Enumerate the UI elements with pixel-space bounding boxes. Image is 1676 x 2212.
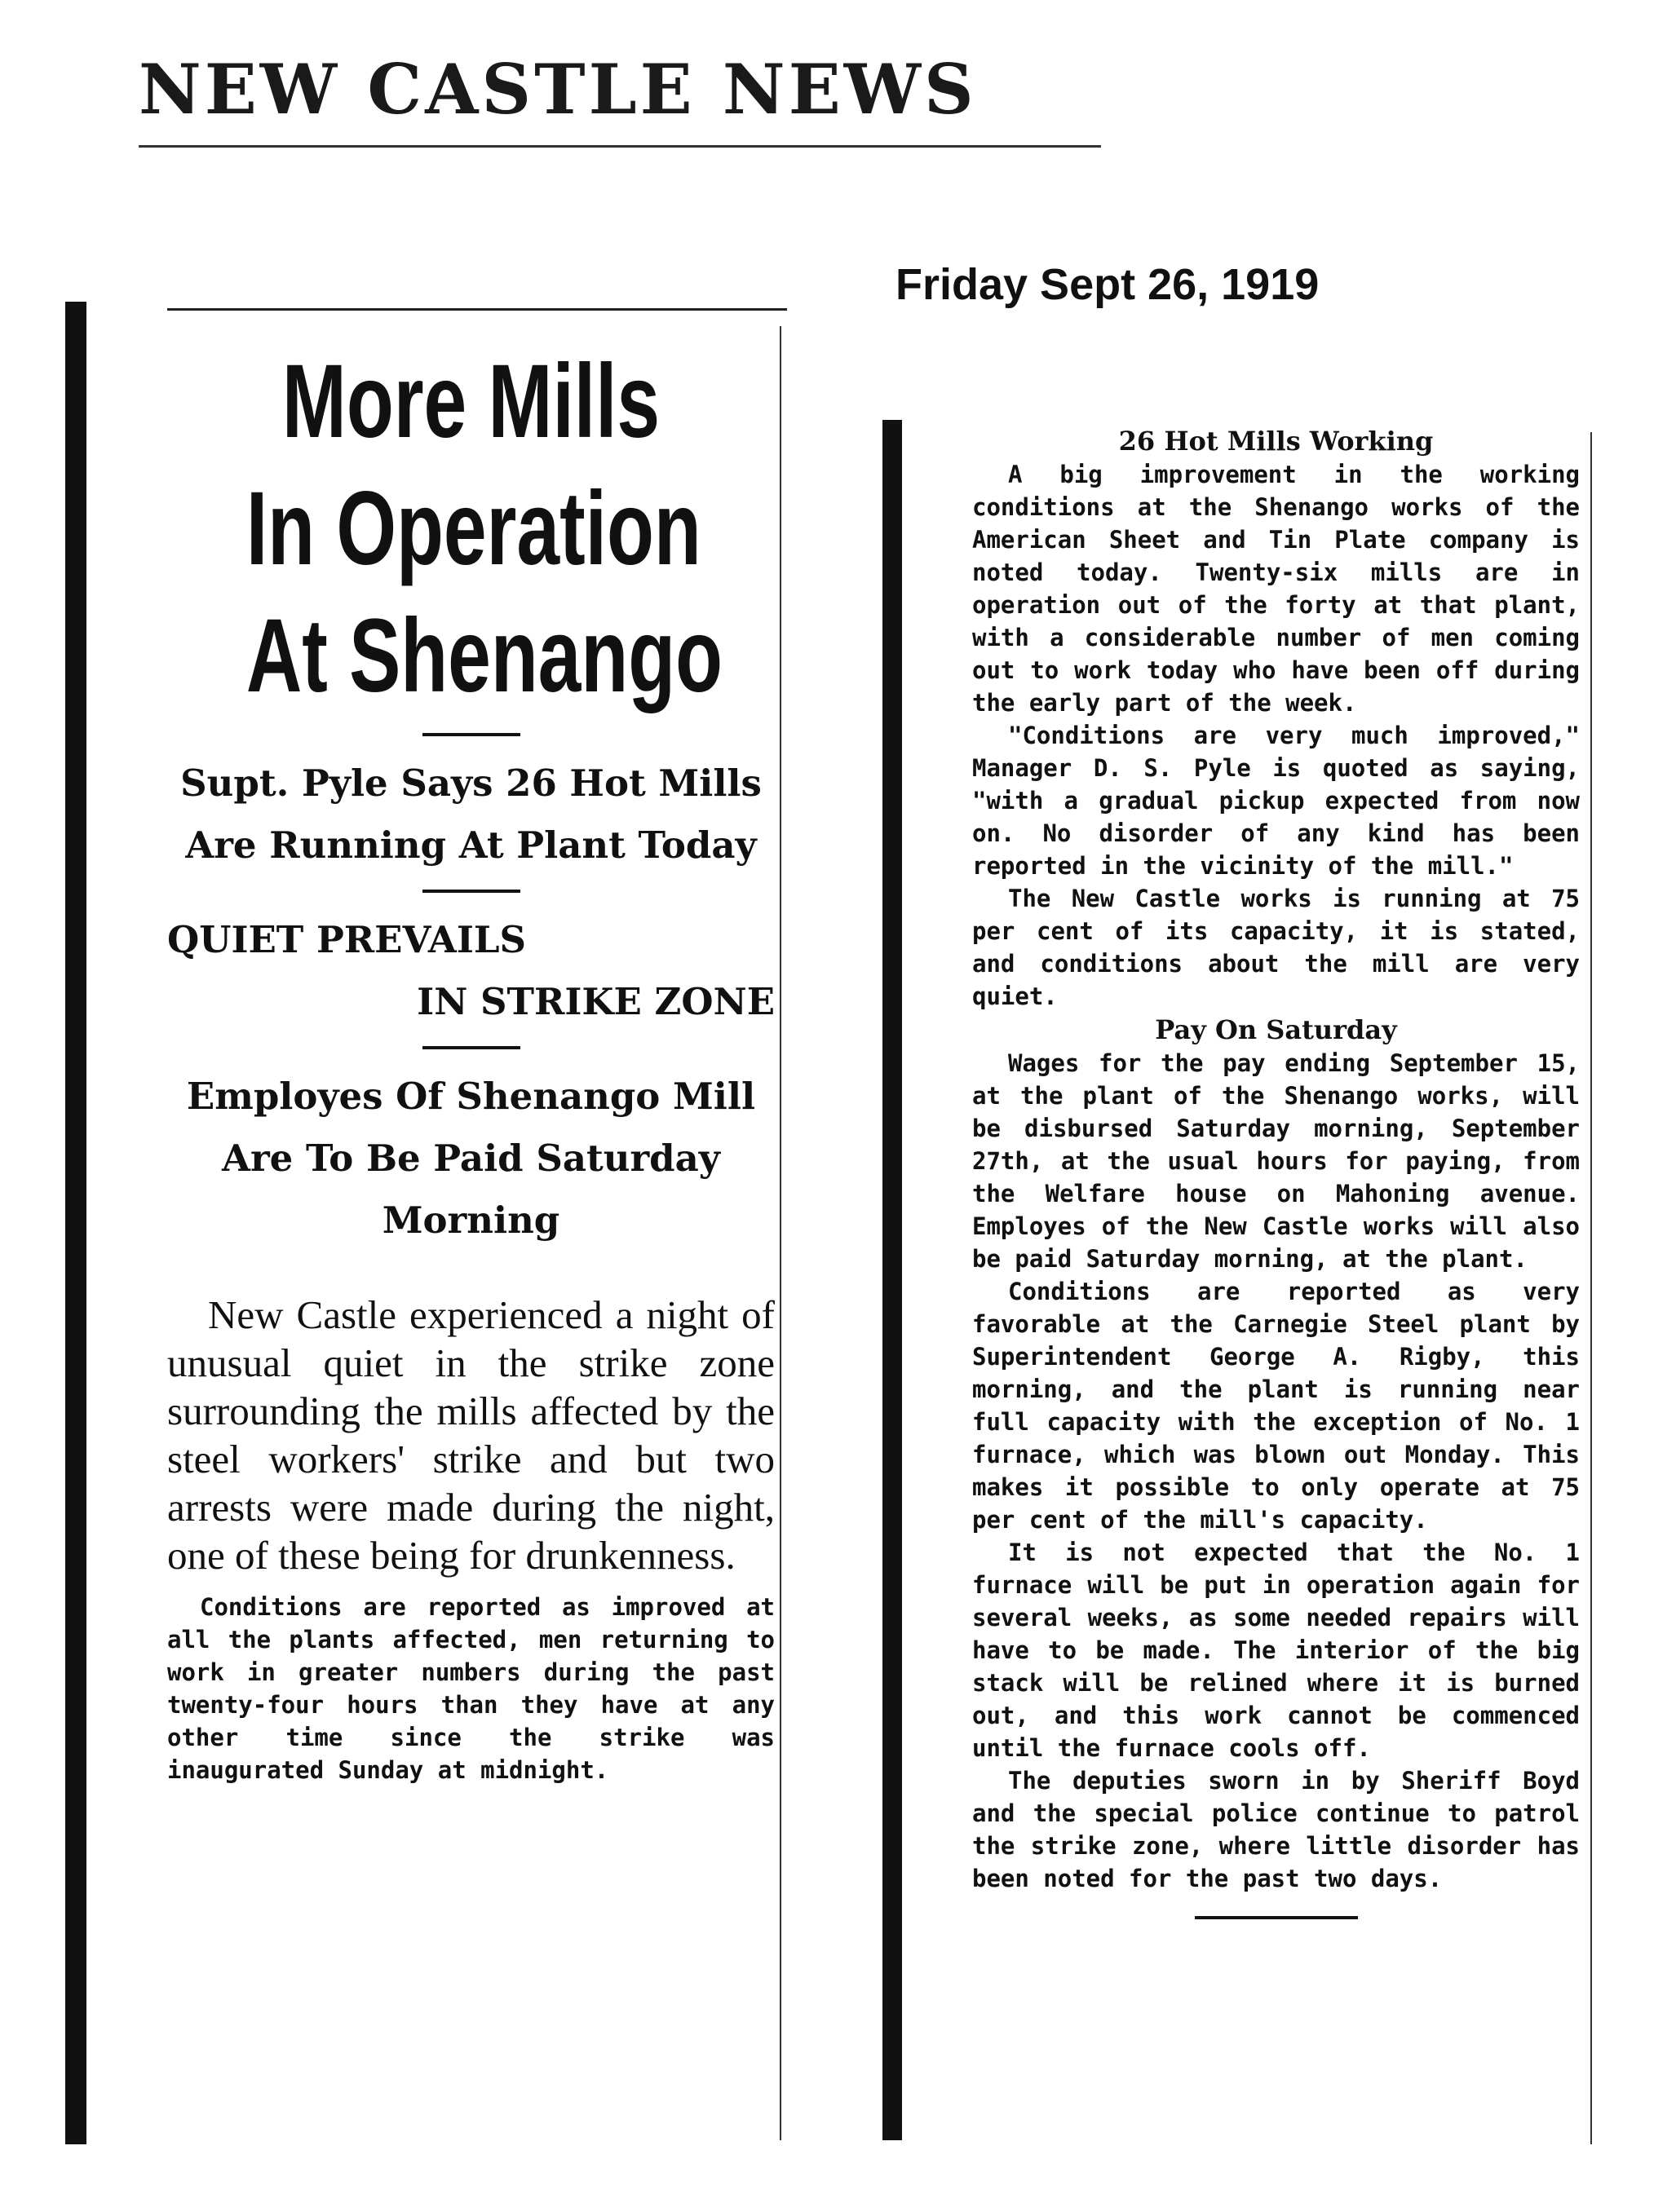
- paragraph-deputies: The deputies sworn in by Sheriff Boyd and the special police continue to patrol the strike zone, where little disorder has been noted for the past two days.: [972, 1767, 1580, 1892]
- left-column: [167, 338, 775, 1786]
- masthead-title: NEW CASTLE NEWS: [139, 49, 977, 130]
- masthead-underline: [139, 145, 1101, 148]
- paragraph-new-castle-works: The New Castle works is running at 75 per cent of its capacity, it is stated, and conditions about the mill are very quiet.: [972, 885, 1580, 1010]
- paragraph-big-improvement: A big improvement in the working conditions at the Shenango works of the American Sheet and Tin Plate company is noted today. Twenty-six mills are in operation out of the forty at that plant, with a considerable number of men coming out to work today who have been off during the early part of the week.: [972, 461, 1580, 717]
- right-column: [972, 424, 1580, 1919]
- section-divider: [422, 890, 520, 893]
- lead-paragraph: New Castle experienced a night of unusual quiet in the strike zone surrounding the mills affected by the steel workers' strike and but two arrests were made during the night, one of these being for drunkenness.: [167, 1292, 775, 1578]
- subhead-hot-mills-working: 26 Hot Mills Working: [1118, 426, 1434, 457]
- deck-quiet-prevails-line-1: QUIET PREVAILS: [167, 918, 527, 961]
- section-divider: [422, 733, 520, 736]
- right-column-right-rule: [1590, 432, 1592, 2144]
- headline: [167, 338, 775, 720]
- right-column-bar: [882, 420, 902, 2140]
- paragraph-wages: Wages for the pay ending September 15, at the plant of the Shenango works, will be disbursed Saturday morning, September 27th, at the usual hours for paying, from the Welfare house on Mahoning avenue. Employes of the New Castle works will also be paid Saturday morning, at the plant.: [972, 1049, 1580, 1273]
- paragraph-conditions-improved: Conditions are reported as improved at all the plants affected, men returning to work in greater numbers during the past twenty-four hours than they have at any other time since the strike was inaugurated Sunday at midnight.: [167, 1593, 775, 1784]
- left-column-bar: [65, 302, 86, 2144]
- subhead-pay-on-saturday: Pay On Saturday: [1155, 1014, 1397, 1045]
- deck-supt-pyle: Supt. Pyle Says 26 Hot Mills Are Running At Plant Today: [180, 762, 762, 867]
- paragraph-carnegie-steel: Conditions are reported as very favorable at the Carnegie Steel plant by Superintendent George A. Rigby, this morning, and the plant is running near full capacity with the exception of No. 1 furnace, which was blown out Monday. This makes it possible to only operate at 75 per cent of the mill's capacity.: [972, 1278, 1580, 1534]
- deck-quiet-prevails: [167, 909, 775, 1033]
- left-column-top-rule: [167, 308, 787, 311]
- deck-quiet-prevails-line-2: IN STRIKE ZONE: [417, 980, 775, 1023]
- section-divider: [422, 1046, 520, 1049]
- headline-line-1: More Mills: [281, 343, 661, 460]
- dateline: Friday Sept 26, 1919: [895, 260, 1320, 309]
- paragraph-pyle-quote: "Conditions are very much improved," Manager D. S. Pyle is quoted as saying, "with a gradual pickup expected from now on. No disorder of any kind has been reported in the vicinity of the mill.": [972, 722, 1580, 880]
- paragraph-furnace-repairs: It is not expected that the No. 1 furnace will be put in operation again for several weeks, as some needed repairs will have to be made. The interior of the big stack will be relined where it is burned out, and this work cannot be commenced until the furnace cools off.: [972, 1539, 1580, 1762]
- headline-line-3: At Shenango: [245, 598, 723, 714]
- masthead: [139, 41, 1101, 155]
- deck-employes-paid: Employes Of Shenango Mill Are To Be Paid Saturday Morning: [186, 1075, 756, 1242]
- headline-line-2: In Operation: [245, 470, 701, 587]
- left-column-right-rule: [780, 326, 781, 2140]
- article-end-rule: [1195, 1916, 1358, 1919]
